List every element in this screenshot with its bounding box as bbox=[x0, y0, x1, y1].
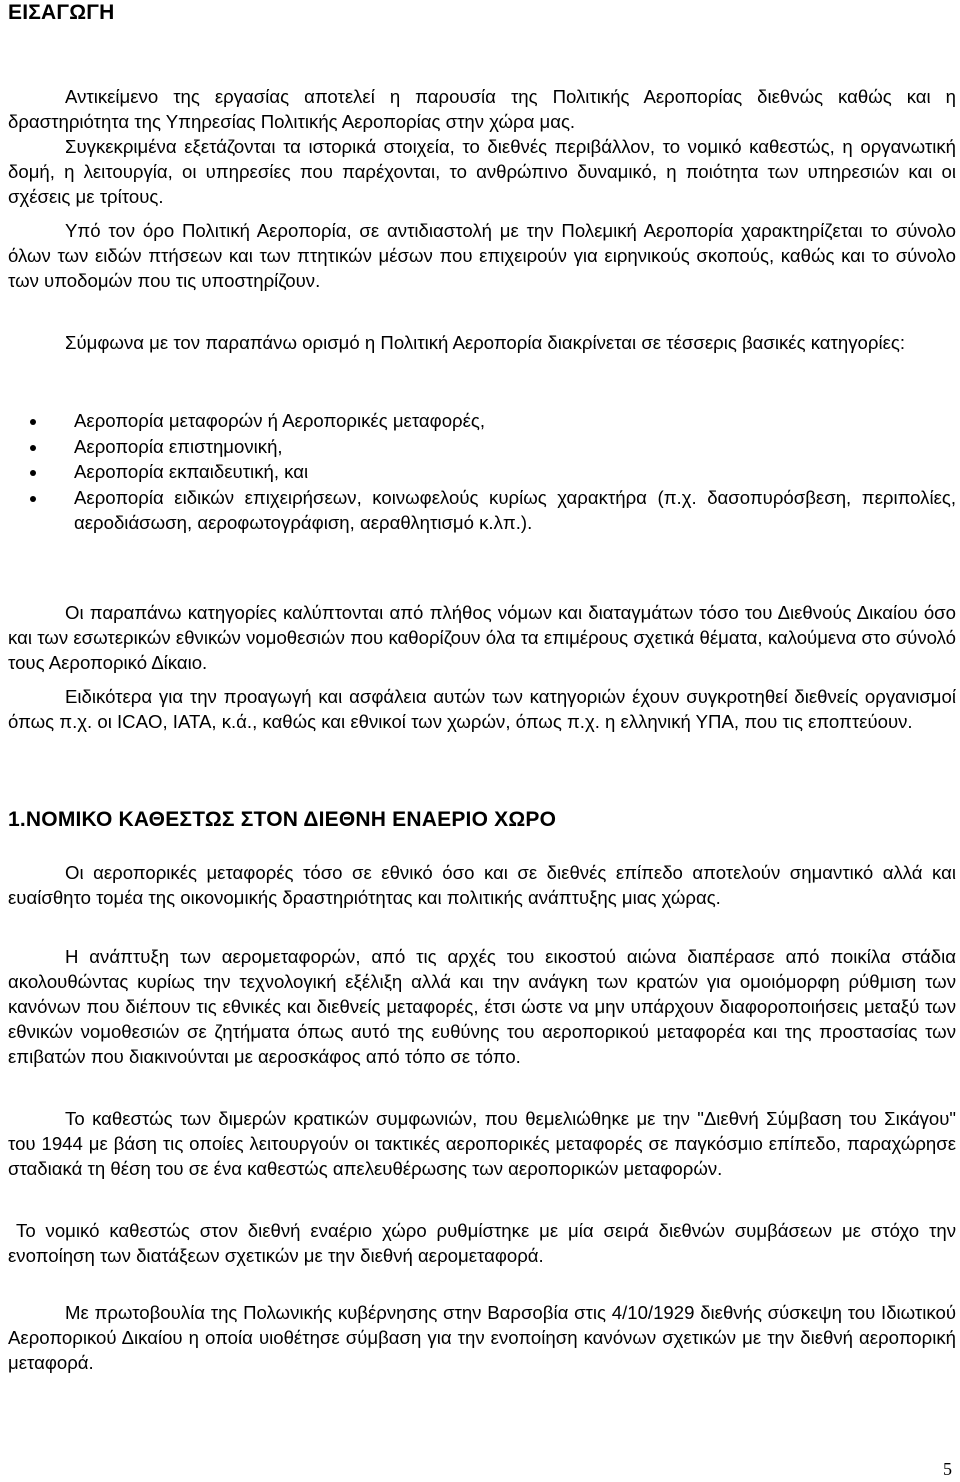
intro-paragraph-3: Υπό τον όρο Πολιτική Αεροπορία, σε αντιδιαστολή με την Πολεμική Αεροπορία χαρακτηρίζεται το σύνολο όλων των ειδών πτήσεων και των πτητικών μέσων που επιχειρούν για ειρηνικούς σκοπούς, καθώς και το σύνολο των υποδομών που τις υποστηρίζουν. bbox=[8, 220, 956, 291]
categories-list bbox=[8, 408, 956, 536]
list-item-text: Αεροπορία ειδικών επιχειρήσεων, κοινωφελούς κυρίως χαρακτήρα (π.χ. δασοπυρόσβεση, περιπολίες, αεροδιάσωση, αεροφωτογράφιση, αεραθλητισμό κ.λπ.). bbox=[74, 486, 956, 533]
intro-paragraph-4: Σύμφωνα με τον παραπάνω ορισμό η Πολιτική Αεροπορία διακρίνεται σε τέσσερις βασικές κατηγορίες: bbox=[65, 332, 905, 353]
section-1-paragraph-5: Με πρωτοβουλία της Πολωνικής κυβέρνησης στην Βαρσοβία στις 4/10/1929 διεθνής σύσκεψη του Ιδιωτικού Αεροπορικού Δικαίου η οποία υιοθέτησε σύμβαση για την ενοποίηση κανόνων σχετικών με την διεθνή αεροπορική μεταφορά. bbox=[8, 1302, 956, 1373]
section-1-paragraph-2: Η ανάπτυξη των αερομεταφορών, από τις αρχές του εικοστού αιώνα διαπέρασε από ποικίλα στάδια ακολουθώντας κυρίως την τεχνολογική εξέλιξη αλλά και την ανάγκη των κρατών για ομοιόμορφη ρύθμιση των κανόνων που διέπουν τις εθνικές και διεθνείς μεταφορές, έτσι ώστε να μην υπάρχουν διαφοροποιήσεις μεταξύ των εθνικών νομοθεσιών σε ζητήματα όπως αυτό της ευθύνης του αεροπορικού μεταφορέα και της προστασίας των επιβατών που διακινούνται με αεροσκάφος από τόπο σε τόπο. bbox=[8, 946, 956, 1067]
bullet-icon bbox=[30, 496, 36, 502]
bullet-icon bbox=[30, 419, 36, 425]
list-item-text: Αεροπορία εκπαιδευτική, και bbox=[74, 461, 309, 482]
intro-paragraph-2: Συγκεκριμένα εξετάζονται τα ιστορικά στοιχεία, το διεθνές περιβάλλον, το νομικό καθεστώς, η οργανωτική δομή, η λειτουργία, οι υπηρεσίες που παρέχονται, το ανθρώπινο δυναμικό, η ποιότητα των υπηρεσιών και οι σχέσεις με τρίτους. bbox=[8, 136, 956, 207]
section-1-paragraph-1: Οι αεροπορικές μεταφορές τόσο σε εθνικό όσο και σε διεθνές επίπεδο αποτελούν σημαντικό αλλά και ευαίσθητο τομέα της οικονομικής δραστηριότητας και πολιτικής ανάπτυξης μιας χώρας. bbox=[8, 862, 956, 908]
list-item-text: Αεροπορία επιστημονική, bbox=[74, 435, 283, 457]
list-item bbox=[8, 485, 956, 536]
intro-heading: ΕΙΣΑΓΩΓΗ bbox=[8, 1, 115, 24]
list-item-text: Αεροπορία μεταφορών ή Αεροπορικές μεταφορές, bbox=[74, 410, 486, 431]
list-item bbox=[8, 434, 956, 460]
list-item bbox=[8, 459, 956, 485]
intro-paragraph-5: Οι παραπάνω κατηγορίες καλύπτονται από πλήθος νόμων και διαταγμάτων τόσο του Διεθνούς Δικαίου όσο και των εσωτερικών εθνικών νομοθεσιών που καθορίζουν όλα τα επιμέρους σχετικά θέματα, καλούμενα στο σύνολό τους Αεροπορικό Δίκαιο. bbox=[8, 602, 956, 673]
section-1-paragraph-3: Το καθεστώς των διμερών κρατικών συμφωνιών, που θεμελιώθηκε με την "Διεθνή Σύμβαση του Σικάγου" του 1944 με βάση τις οποίες λειτουργούν οι τακτικές αεροπορικές μεταφορές σε παγκόσμιο επίπεδο, παραχώρησε σταδιακά τη θέση του σε ένα καθεστώς απελευθέρωσης των αεροπορικών μεταφορών. bbox=[8, 1108, 956, 1179]
bullet-icon bbox=[30, 445, 36, 451]
list-item bbox=[8, 408, 956, 434]
bullet-icon bbox=[30, 470, 36, 476]
section-1-paragraph-4: Το νομικό καθεστώς στον διεθνή εναέριο χώρο ρυθμίστηκε με μία σειρά διεθνών συμβάσεων με στόχο την ενοποίηση των διατάξεων σχετικών με την διεθνή αερομεταφορά. bbox=[8, 1220, 956, 1266]
page-number: 5 bbox=[943, 1459, 952, 1479]
section-1-heading: 1.ΝΟΜΙΚΟ ΚΑΘΕΣΤΩΣ ΣΤΟΝ ΔΙΕΘΝΗ ΕΝΑΕΡΙΟ ΧΩΡΟ bbox=[8, 808, 557, 831]
intro-paragraph-1: Αντικείμενο της εργασίας αποτελεί η παρουσία της Πολιτικής Αεροπορίας διεθνώς καθώς και η δραστηριότητα της Υπηρεσίας Πολιτικής Αεροπορίας στην χώρα μας. bbox=[8, 86, 956, 132]
intro-paragraph-6: Ειδικότερα για την προαγωγή και ασφάλεια αυτών των κατηγοριών έχουν συγκροτηθεί διεθνείς οργανισμοί όπως π.χ. οι ICAO, IATA, κ.ά., καθώς και εθνικοί των χωρών, όπως π.χ. η ελληνική ΥΠΑ, που τις εποπτεύουν. bbox=[8, 686, 956, 732]
